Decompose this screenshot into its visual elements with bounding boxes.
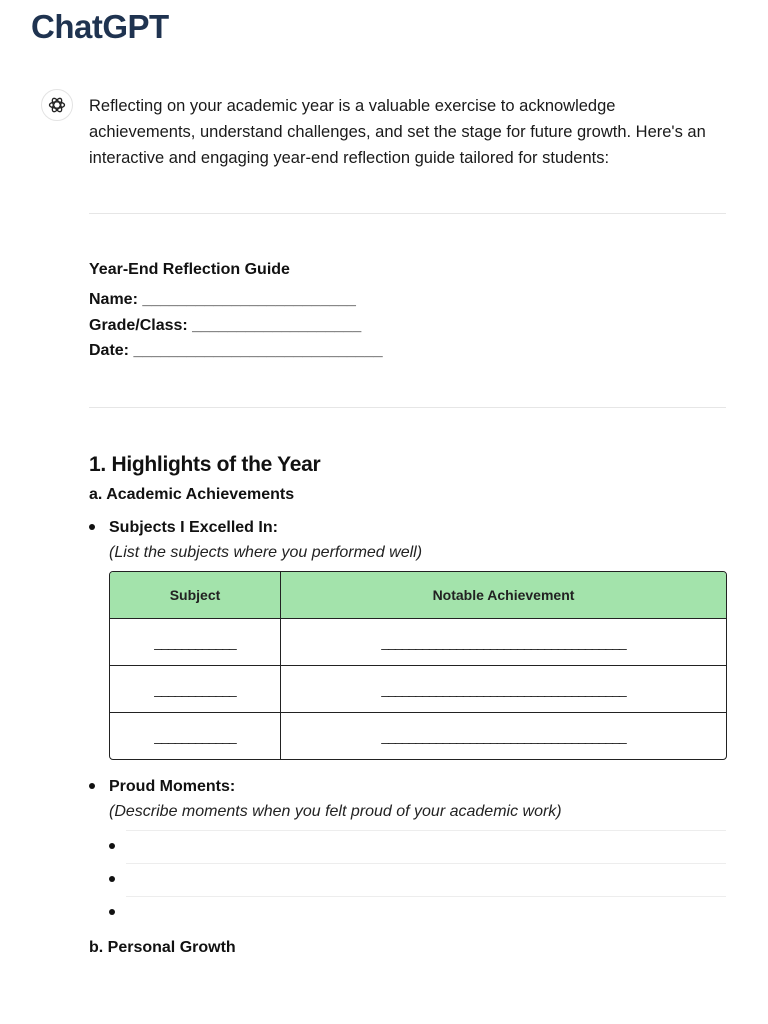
table-row <box>110 713 726 759</box>
table-cell: ____________ <box>110 619 281 666</box>
intro-paragraph: Reflecting on your academic year is a valuable exercise to acknowledge achievements, understand challenges, and set the stage for future growth. Here's an interactive and engaging year-end reflection guide tailored for students: <box>89 97 706 167</box>
openai-logo-icon <box>47 95 67 115</box>
list-item-proud-moments <box>89 774 726 824</box>
table-header-row <box>110 572 726 619</box>
guide-title: Year-End Reflection Guide <box>89 261 290 278</box>
achievements-table <box>109 571 727 760</box>
table-cell: ____________ <box>110 666 281 713</box>
assistant-message <box>89 93 726 957</box>
assistant-avatar <box>41 89 73 121</box>
table-cell: ____________________________________ <box>281 619 726 666</box>
name-field-line: Name: ________________________ <box>89 291 356 308</box>
bullet-icon <box>89 524 95 530</box>
table-row <box>110 666 726 713</box>
divider <box>126 896 726 897</box>
table-header-cell: Subject <box>110 572 281 619</box>
section-heading: 1. Highlights of the Year <box>89 452 321 476</box>
app-title: ChatGPT <box>31 8 169 45</box>
list-item-subjects <box>89 515 726 760</box>
proud-label: Proud Moments: <box>109 777 236 795</box>
proud-note: (Describe moments when you felt proud of your academic work) <box>109 802 562 820</box>
blank-list-item <box>89 863 726 896</box>
table-cell: ____________________________________ <box>381 727 626 744</box>
date-field-line: Date: ____________________________ <box>89 342 383 359</box>
subsection-heading-a: a. Academic Achievements <box>89 485 295 503</box>
table-header-cell: Notable Achievement <box>281 572 726 619</box>
bullet-icon <box>109 843 115 849</box>
subjects-note: (List the subjects where you performed well) <box>109 543 423 561</box>
blank-list-item <box>89 830 726 863</box>
divider <box>126 830 726 831</box>
table-row <box>110 619 726 666</box>
table-cell: ____________________________________ <box>281 666 726 713</box>
divider <box>126 863 726 864</box>
table-cell: ____________ <box>110 713 281 759</box>
subsection-heading-b: b. Personal Growth <box>89 938 236 956</box>
bullet-icon <box>89 783 95 789</box>
blank-list-item <box>89 896 726 929</box>
subjects-label: Subjects I Excelled In: <box>109 518 278 536</box>
bullet-icon <box>109 909 115 915</box>
bullet-icon <box>109 876 115 882</box>
grade-field-line: Grade/Class: ___________________ <box>89 316 362 334</box>
